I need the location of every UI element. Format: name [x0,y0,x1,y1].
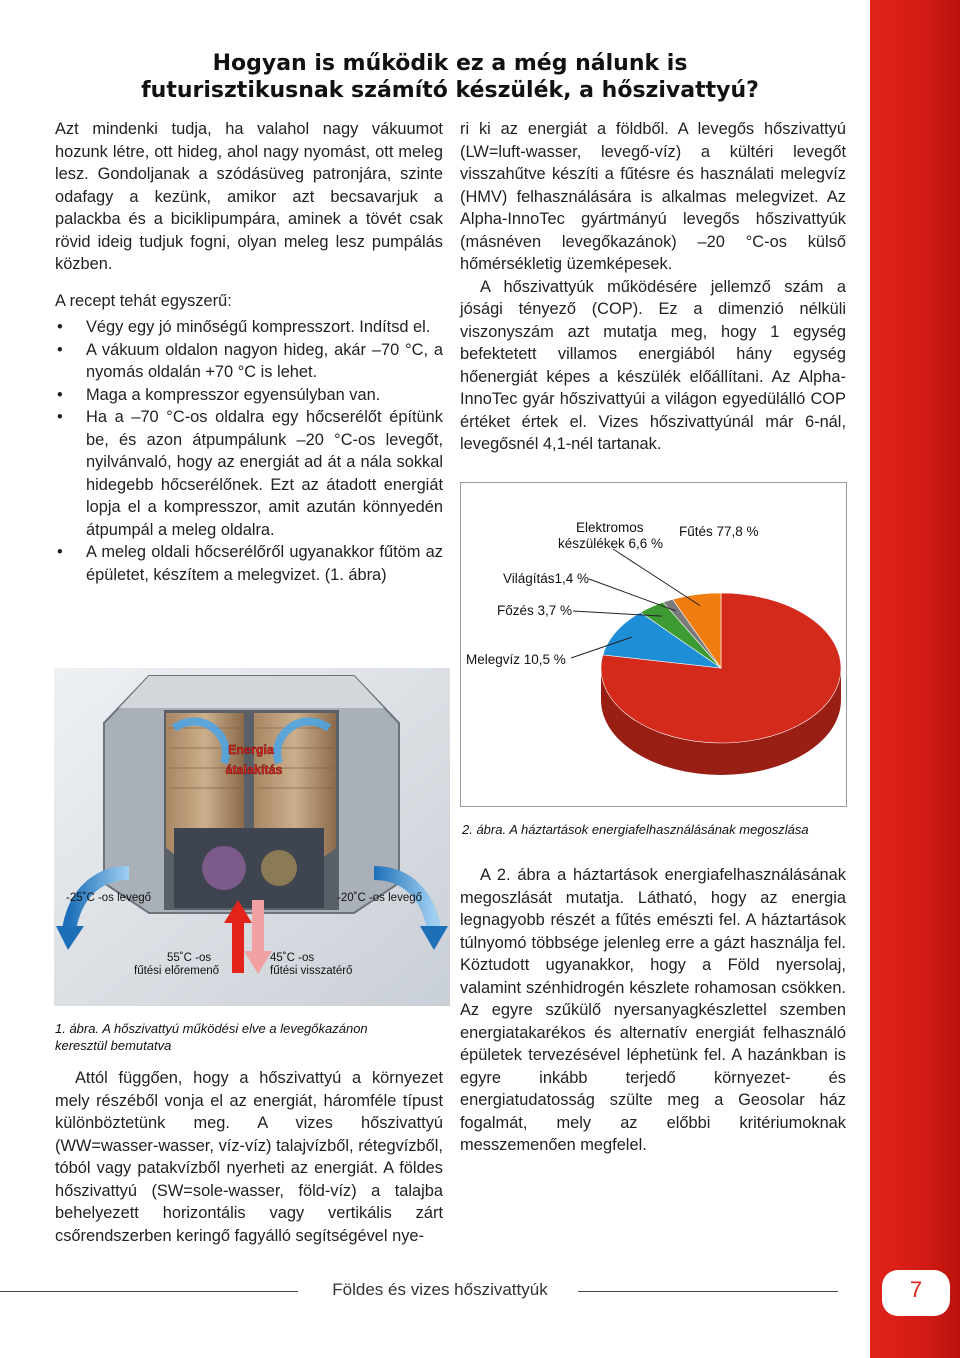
chart-label-hot-water: Melegvíz 10,5 % [466,652,566,667]
figure-1-caption [55,1020,455,1054]
chart-label-cooking: Főzés 3,7 % [497,603,573,618]
article-title [60,50,840,104]
right-column-top [460,118,846,456]
left-column-bottom [55,1067,443,1247]
figure-1-illustration [54,668,450,1006]
pie-leader-appliances [613,549,700,606]
flow-temp-label-2: fűtési előremenő [134,965,220,977]
title-line-1: Hogyan is működik ez a még nálunk is [212,51,688,76]
recipe-bullet-list [55,316,443,586]
bullet-item: • A vákuum oldalon nagyon hideg, akár –70 °C, a nyomás oldalán +70 °C is lehet. [55,339,443,384]
right-paragraph-2: A hőszivattyúk működésére jellemző szám a jósági tényező (COP). Ez a dimenzió nélküli viszonyszám azt mutatja meg, hogy 1 egység befektetett villamos energiából hány egység hőenergiát képes a készülék előállítani. Az Alpha-InnoTec gyár hőszivattyúi a világon egyedülálló COP értéket értek el. Vizes hőszivattyúnál már 6-nál, levegősnél 4,1-nél tartanak. [460,277,846,453]
chart-label-lighting: Világítás1,4 % [503,571,590,586]
right-air-label: -20˚C -os levegő [337,892,423,904]
footer-rule-right [578,1291,838,1292]
chart-label-appliances-1: Elektromos [576,520,644,535]
page-number: 7 [909,1277,923,1302]
left-column-top [55,118,443,586]
energy-conversion-label-2: átalakítás [225,763,283,777]
bullet-item: • Maga a kompresszor egyensúlyban van. [55,384,443,407]
return-temp-label-2: fűtési visszatérő [270,965,353,977]
energy-conversion-label-1: Energia [228,743,274,757]
figure-1-caption-line-2: keresztül bemutatva [55,1038,172,1053]
chart-label-heating: Fűtés 77,8 % [679,524,759,539]
intro-paragraph: Azt mindenki tudja, ha valahol nagy vákuumot hozunk létre, ott hideg, ahol nagy nyomást, ott meleg lesz. Gondoljanak a szódásüveg patronjára, szinte odafagy a kezünk, amikor azt becsavarjuk a palackba és a biciklipumpára, aminek a tövét csak rövid ideig tudjuk fogni, olyan meleg lesz pumpálás közben. [55,120,443,273]
footer-title: Földes és vizes hőszivattyúk [332,1280,548,1299]
right-paragraph-3: A 2. ábra a háztartások energiafelhasználásának megoszlását mutatja. Látható, hogy az energia legnagyobb részét a fűtés emészti fel. A háztartások túlnyomó többsége jelenleg erre a gázt használja fel. Köztudott ugyanakkor, hogy a Föld nyersolaj, valamint szénhidrogén készlete rohamosan csökken. Az egyre szűkülő nyersanyagkészlettel szemben energiatakarékos és alternatív energiát felhasználó épületek tervezésével léphetünk fel. A hazánkban is egyre inkább terjedő környezet- és energiatudatosság szülte meg a Geosolar ház fogalmát, mely az előbbi kritériumoknak messzemenően megfelel. [460,866,846,1154]
pie-leader-lighting [589,579,676,611]
recipe-heading: A recept tehát egyszerű: [55,291,232,310]
bullet-item: • A meleg oldali hőcserélőről ugyanakkor fűtöm az épületet, készítem a melegvizet. (1. ábra) [55,541,443,586]
footer-rule-left [0,1291,298,1292]
figure-1-caption-line-1: 1. ábra. A hőszivattyú működési elve a levegőkazánon [55,1021,368,1036]
figure-2-chart [460,482,847,807]
bullet-item: • Végy egy jó minőségű kompresszort. Indítsd el. [55,316,443,339]
pie-chart-svg [461,483,846,806]
right-column-bottom [460,864,846,1157]
page-edge-red-bar [870,0,960,1358]
flow-temp-label-1: 55˚C -os [167,952,212,964]
left-air-label: -25˚C -os levegő [66,892,152,904]
title-line-2: futurisztikusnak számító készülék, a hőszivattyú? [141,78,759,103]
left-paragraph-2: Attól függően, hogy a hőszivattyú a környezet mely részéből vonja el az energiát, háromféle típust különböztetünk meg. A vizes hőszivattyú (WW=wasser-wasser, víz-víz) talajvízből, rétegvízből, tóból vagy patakvízből nyerheti az energiát. A földes hőszivattyú (SW=sole-wasser, föld-víz) a talajba behelyezett horizontális vagy vertikális zárt csőrendszerben keringő fagyálló segítségével nye- [55,1069,443,1245]
bullet-item: • Ha a –70 °C-os oldalra egy hőcserélőt építünk be, és azon átpumpálunk –20 °C-os levegőt, nyilvánvaló, hogy az energiát ad át a nála sokkal hidegebb hőcserélőnek. Ezt az átadott energiát lopja el a kompresszor, amit azután könnyedén átpumpál a meleg oldalra. [55,406,443,541]
return-temp-label-1: 45˚C -os [270,952,315,964]
heat-pump-illustration-svg [54,668,450,1006]
figure-2-caption: 2. ábra. A háztartások energiafelhasználásának megoszlása [462,822,809,837]
right-paragraph-1: ri ki az energiát a földből. A levegős hőszivattyú (LW=luft-wasser, levegő-víz) a kültéri levegőt visszahűtve készíti a fűtésre és használati melegvíz (HMV) felhasználására is alkalmas melegvizet. Az Alpha-InnoTec gyártmányú levegős hőszivattyúk (másnéven levegőkazánok) –20 °C-os külső hőmérsékletig üzemképesek. [460,120,846,273]
chart-label-appliances-2: készülékek 6,6 % [558,536,664,551]
